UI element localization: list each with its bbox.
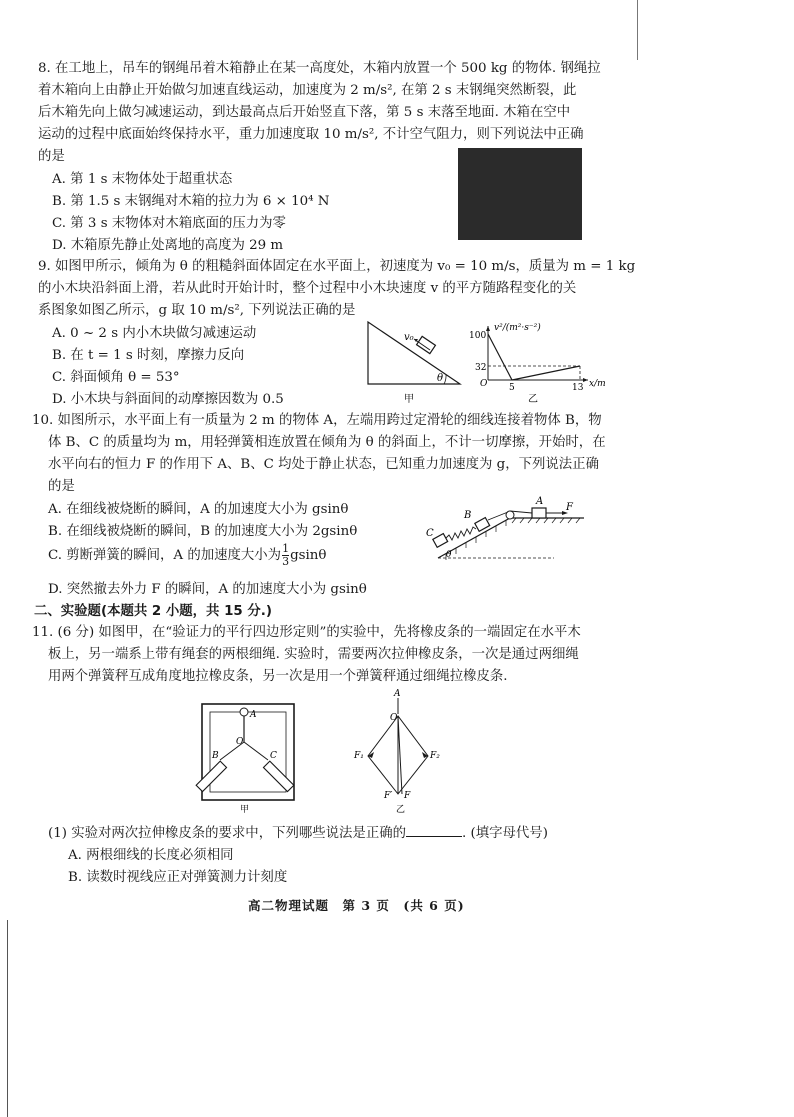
- question-text-line: 后木箱先向上做匀减速运动，到达最高点后开始竖直下落，第 5 s 末落至地面. 木箱在空中: [38, 105, 571, 120]
- label-f-prime: F′: [384, 791, 393, 801]
- answer-blank[interactable]: [406, 824, 462, 837]
- question-text-line: 用两个弹簧秤互成角度地拉橡皮条，另一次是用一个弹簧秤通过细绳拉橡皮条.: [48, 669, 508, 684]
- question-text-line: 水平向右的恒力 F 的作用下 A、B、C 均处于静止状态，已知重力加速度为 g，下列说法正确: [48, 457, 599, 472]
- figure-caption: 乙: [396, 805, 406, 815]
- pulley-incline-diagram: [424, 494, 594, 574]
- block: [417, 336, 436, 353]
- spring-scale-left: [196, 761, 226, 791]
- option-c-text: C. 剪断弹簧的瞬间，A 的加速度大小为: [48, 548, 282, 563]
- question-10: [32, 410, 606, 498]
- label-f: F: [566, 502, 573, 513]
- question-9: [38, 256, 635, 322]
- label-c: C: [426, 528, 434, 539]
- label-a: A: [394, 689, 401, 699]
- label-o: O: [390, 713, 398, 723]
- option-a: A. 0 ~ 2 s 内小木块做匀减速运动: [52, 326, 257, 341]
- question-text-line: 运动的过程中底面始终保持水平，重力加速度取 10 m/s², 不计空气阻力，则下列说法中正确: [38, 127, 584, 142]
- question-text-line: 的是: [38, 149, 65, 164]
- question-text-line: 9. 如图甲所示，倾角为 θ 的粗糙斜面体固定在水平面上，初速度为 v₀ = 10 m/s，质量为 m = 1 kg: [38, 259, 636, 274]
- option-d: D. 小木块与斜面间的动摩擦因数为 0.5: [52, 392, 284, 407]
- option-c: C. 第 3 s 末物体对木箱底面的压力为零: [52, 216, 286, 231]
- y-tick-label: 32: [475, 363, 487, 373]
- question-text-line: 着木箱向上由静止开始做匀加速直线运动，加速度为 2 m/s², 在第 2 s 末钢绳突然断裂，此: [38, 83, 577, 98]
- page-edge-line: [637, 0, 638, 60]
- question-text-line: 10. 如图所示，水平面上有一质量为 2 m 的物体 A，左端用跨过定滑轮的细线连接着物体 B，物: [32, 413, 602, 428]
- string-b: [220, 742, 244, 760]
- option-a: A. 第 1 s 末物体处于超重状态: [52, 172, 233, 187]
- question-text-line: 体 B、C 的质量均为 m，用轻弹簧相连放置在倾角为 θ 的斜面上，不计一切摩擦，开始时，在: [48, 435, 606, 450]
- x-tick-label: 13: [572, 383, 584, 393]
- sub-question-text: (1) 实验对两次拉伸橡皮条的要求中，下列哪些说法是正确的: [48, 826, 406, 841]
- option-c: C. 斜面倾角 θ = 53°: [52, 370, 180, 385]
- crane-photo: [458, 148, 582, 240]
- section-heading: 二、实验题(本题共 2 小题，共 15 分.): [34, 604, 273, 619]
- page-edge-line: [7, 920, 8, 1117]
- question-text-line: 8. 在工地上，吊车的钢绳吊着木箱静止在某一高度处，木箱内放置一个 500 kg 的物体. 钢绳拉: [38, 61, 601, 76]
- option-c: [48, 543, 327, 568]
- label-a: A: [536, 496, 544, 507]
- label-c: C: [270, 751, 277, 761]
- theta-label: θ: [446, 550, 452, 560]
- incline-triangle: [368, 322, 460, 384]
- label-o: O: [236, 737, 244, 747]
- fraction: [282, 543, 289, 568]
- option-d: D. 突然撤去外力 F 的瞬间，A 的加速度大小为 gsinθ: [48, 582, 367, 597]
- x-axis-arrow: [583, 378, 588, 382]
- x-axis-label: x/m: [589, 379, 606, 389]
- figure-caption: 乙: [528, 394, 538, 405]
- string-c: [244, 742, 268, 760]
- origin-label: O: [480, 379, 488, 389]
- theta-label: θ: [437, 373, 444, 384]
- option-d: D. 木箱原先静止处离地的高度为 29 m: [52, 238, 284, 253]
- pin-a: [240, 708, 248, 716]
- deceleration-line: [488, 334, 512, 380]
- fraction-numerator: 1: [282, 542, 290, 555]
- label-f2: F₂: [430, 751, 440, 761]
- angle-arc: [444, 375, 446, 384]
- force-board-diagram: [180, 700, 310, 820]
- question-text-line: 板上，另一端系上带有绳套的两根细绳. 实验时，需要两次拉伸橡皮条，一次是通过两细绳: [48, 647, 579, 662]
- question-11: [32, 622, 581, 688]
- string: [488, 512, 508, 520]
- figure-caption: 甲: [240, 805, 250, 815]
- return-line: [512, 366, 580, 380]
- resultant-f: [398, 716, 402, 794]
- y-tick-label: 100: [469, 331, 487, 341]
- option-b: B. 在细线被烧断的瞬间，B 的加速度大小为 2gsinθ: [48, 524, 358, 539]
- question-text-line: 的小木块沿斜面上滑，若从此时开始计时，整个过程中小木块速度 v 的平方随路程变化的关: [38, 281, 577, 296]
- option-b: B. 读数时视线应正对弹簧测力计刻度: [68, 870, 288, 885]
- option-a: A. 两根细线的长度必须相同: [68, 848, 234, 863]
- option-b: B. 第 1.5 s 末钢绳对木箱的拉力为 6 × 10⁴ N: [52, 194, 330, 209]
- page-footer: 高二物理试题 第 3 页 (共 6 页): [248, 898, 465, 913]
- block-b: [475, 518, 490, 532]
- parallelogram-diagram: [350, 686, 450, 816]
- option-c-text: gsinθ: [290, 548, 327, 563]
- label-f: F: [404, 791, 411, 801]
- v0-label: v₀: [404, 332, 414, 343]
- question-text-line: 系图象如图乙所示，g 取 10 m/s², 下列说法正确的是: [38, 303, 356, 318]
- block-c: [433, 534, 448, 548]
- sub-question-1: [48, 822, 548, 841]
- surface-hatching: [512, 518, 580, 523]
- x-tick-label: 5: [509, 383, 515, 393]
- question-text-line: 11. (6 分) 如图甲，在“验证力的平行四边形定则”的实验中，先将橡皮条的一端固定在水平木: [32, 625, 581, 640]
- label-b: B: [212, 751, 219, 761]
- label-f1: F₁: [354, 751, 364, 761]
- label-a: A: [250, 710, 257, 720]
- spring-scale-right: [263, 761, 293, 791]
- y-axis-arrow: [486, 326, 490, 331]
- option-a: A. 在细线被烧断的瞬间，A 的加速度大小为 gsinθ: [48, 502, 349, 517]
- spring: [446, 527, 476, 540]
- figure-caption: 甲: [404, 394, 414, 405]
- option-b: B. 在 t = 1 s 时刻，摩擦力反向: [52, 348, 245, 363]
- question-text-line: 的是: [48, 479, 75, 494]
- sub-question-text: . (填字母代号): [462, 826, 548, 841]
- v-squared-graph: [466, 318, 606, 408]
- y-axis-label: v²/(m²·s⁻²): [494, 323, 541, 333]
- block-a: [532, 508, 546, 518]
- incline-diagram: [360, 318, 470, 408]
- label-b: B: [464, 510, 472, 521]
- fraction-denominator: 3: [282, 555, 290, 568]
